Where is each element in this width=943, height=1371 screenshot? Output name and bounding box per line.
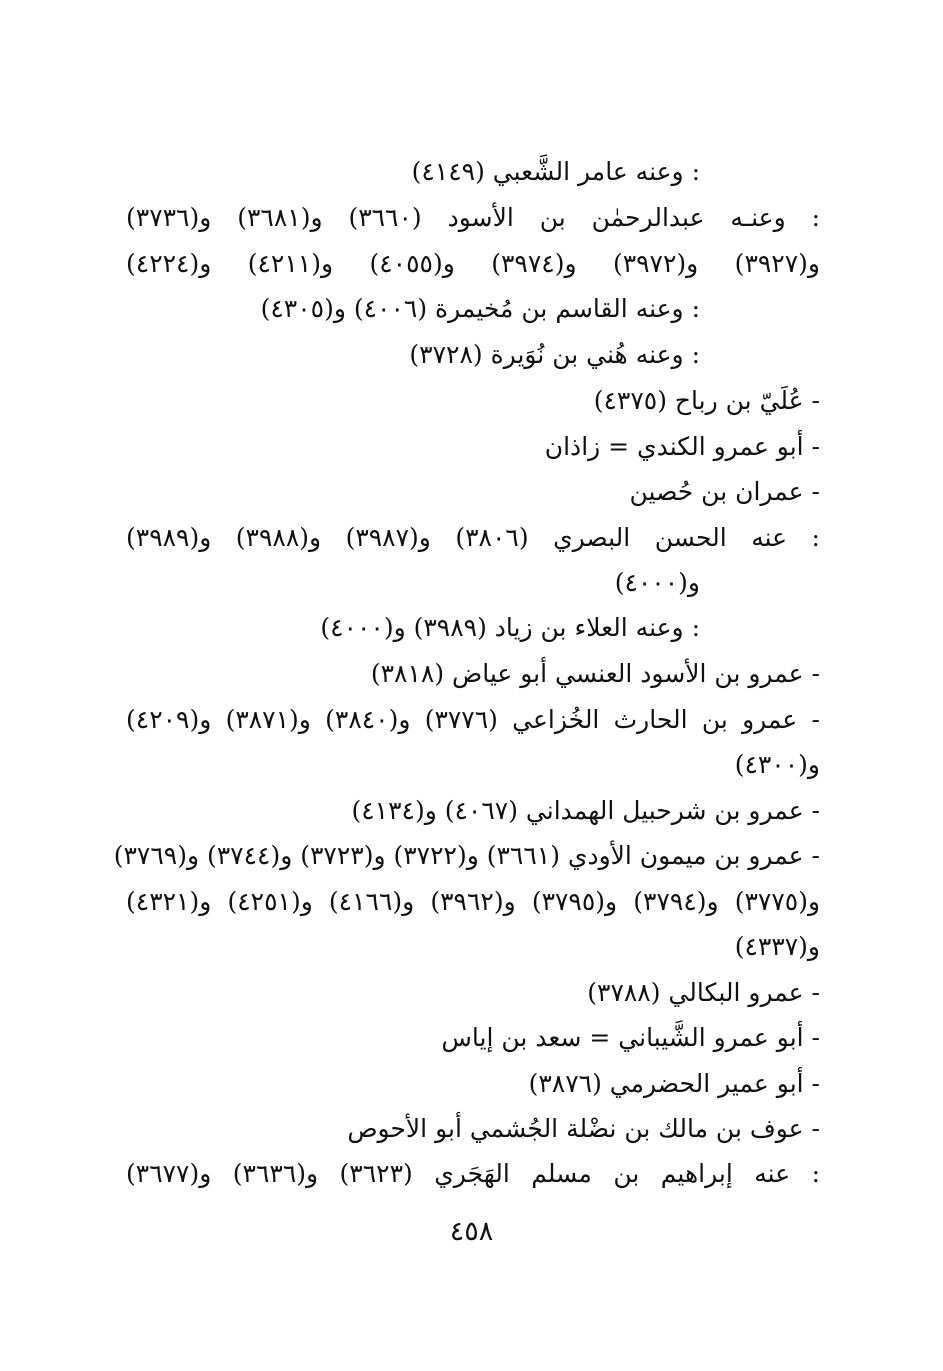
text-line: - عمران بن حُصين: [629, 477, 820, 506]
text-line: - عمرو بن شرحبيل الهمداني (٤٠٦٧) و(٤١٣٤): [351, 796, 820, 825]
text-line: - أبو عمرو الكندي = زاذان: [544, 432, 820, 461]
text-line: - عمرو البكالي (٣٧٨٨): [587, 978, 820, 1007]
text-line: : وعنه القاسم بن مُخيمرة (٤٠٠٦) و(٤٣٠٥): [260, 294, 700, 323]
text-line: : وعنه العلاء بن زياد (٣٩٨٩) و(٤٠٠٠): [320, 613, 700, 642]
text-line: - عمرو بن ميمون الأودي (٣٦٦١) و(٣٧٢٢) و(٣٧٢٣) و(٣٧٤٤) و(٣٧٦٩): [113, 841, 820, 870]
text-line: و(٣٧٧٥) و(٣٧٩٤) و(٣٧٩٥) و(٣٩٦٢) و(٤١٦٦) و(٤٢٥١) و(٤٣٢١): [126, 887, 821, 916]
text-line: - عُلَيّ بن رباح (٤٣٧٥): [593, 386, 820, 415]
text-line: و(٤٣٣٧): [734, 932, 820, 961]
page-number: ٤٥٨: [449, 1216, 494, 1247]
text-line: - عوف بن مالك بن نضْلة الجُشمي أبو الأحوص: [347, 1114, 820, 1143]
text-line: : وعنـه عبدالرحمٰن بن الأسود (٣٦٦٠) و(٣٦٨١) و(٣٧٣٦): [126, 203, 820, 232]
text-line: : وعنه هُني بن نُوَيرة (٣٧٢٨): [409, 340, 700, 369]
text-line: : وعنه عامر الشَّعبي (٤١٤٩): [411, 157, 700, 186]
text-line: : عنه الحسن البصري (٣٨٠٦) و(٣٩٨٧) و(٣٩٨٨) و(٣٩٨٩): [126, 523, 820, 552]
text-line: و(٣٩٢٧) و(٣٩٧٢) و(٣٩٧٤) و(٤٠٥٥) و(٤٢١١) و(٤٢٢٤): [126, 249, 820, 278]
text-line: - عمرو بن الحارث الخُزاعي (٣٧٧٦) و(٣٨٤٠) و(٣٨٧١) و(٤٢٠٩): [126, 705, 821, 734]
text-line: - أبو عمرو الشَّيباني = سعد بن إياس: [441, 1023, 820, 1052]
text-line: : عنه إبراهيم بن مسلم الهَجَري (٣٦٢٣) و(٣٦٣٦) و(٣٦٧٧): [126, 1159, 820, 1188]
text-line: - أبو عمير الحضرمي (٣٨٧٦): [528, 1069, 820, 1098]
text-line: و(٤٣٠٠): [734, 750, 820, 779]
text-line: و(٤٠٠٠): [614, 568, 700, 597]
text-line: - عمرو بن الأسود العنسي أبو عياض (٣٨١٨): [370, 659, 820, 688]
